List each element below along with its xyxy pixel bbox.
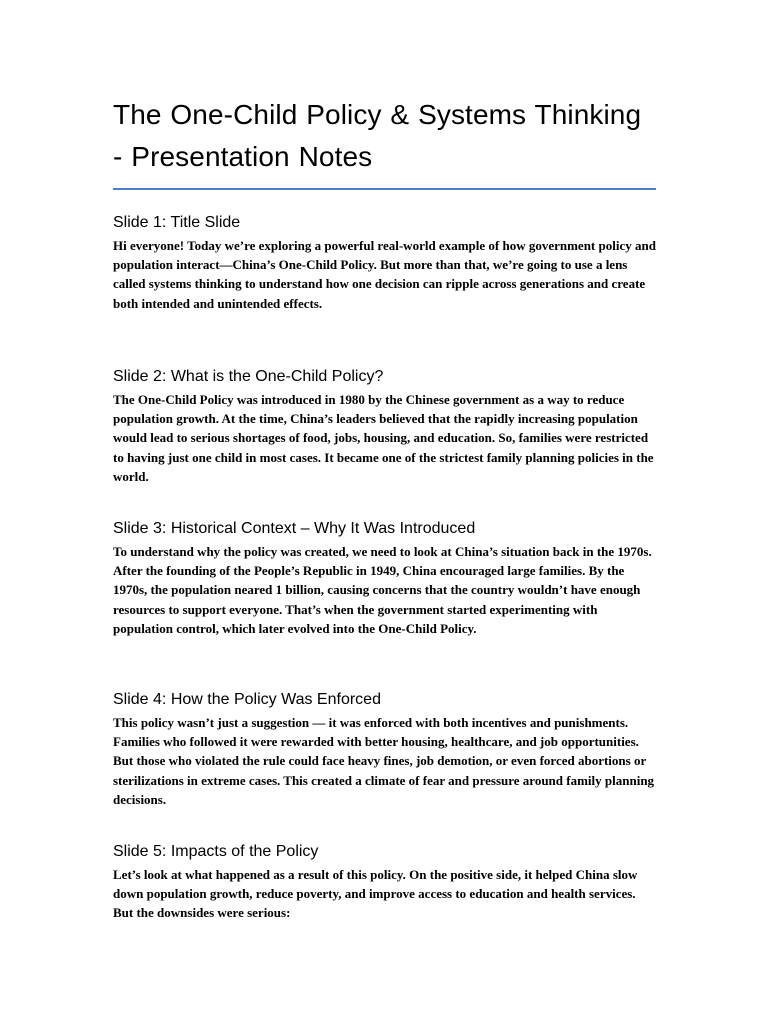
- section-slide-5: [113, 841, 656, 923]
- section-body: The One-Child Policy was introduced in 1980 by the Chinese government as a way to reduce population growth. At the time, China’s leaders believed that the rapidly increasing population would lead to serious shortages of food, jobs, housing, and education. So, families were restricted to having just one child in most cases. It became one of the strictest family planning policies in the world.: [113, 392, 654, 484]
- section-body: This policy wasn’t just a suggestion — it was enforced with both incentives and punishments. Families who followed it were rewarded with better housing, healthcare, and job opportunities. But those who violated the rule could face heavy fines, job demotion, or even forced abortions or sterilizations in extreme cases. This created a climate of fear and pressure around family planning decisions.: [113, 715, 655, 807]
- section-slide-2: [113, 366, 656, 486]
- section-body: Let’s look at what happened as a result of this policy. On the positive side, it helped China slow down population growth, reduce poverty, and improve access to education and health services. But the downsides were serious:: [113, 867, 638, 921]
- section-heading: Slide 4: How the Policy Was Enforced: [113, 691, 381, 708]
- section-heading: Slide 3: Historical Context – Why It Was Introduced: [113, 520, 476, 537]
- section-slide-3: [113, 518, 656, 638]
- section-heading: Slide 2: What is the One-Child Policy?: [113, 368, 384, 385]
- document-title: The One-Child Policy & Systems Thinking - Presentation Notes: [113, 99, 642, 172]
- document-content: [113, 94, 656, 921]
- title-divider: [113, 188, 656, 190]
- section-body: Hi everyone! Today we’re exploring a powerful real-world example of how government policy and population interact—China’s One-Child Policy. But more than that, we’re going to use a lens called systems thinking to understand how one decision can ripple across generations and create both intended and unintended effects.: [113, 238, 656, 311]
- section-heading: Slide 5: Impacts of the Policy: [113, 843, 319, 860]
- section-slide-1: [113, 212, 656, 313]
- section-slide-4: [113, 689, 656, 809]
- section-body: To understand why the policy was created, we need to look at China’s situation back in the 1970s. After the founding of the People’s Republic in 1949, China encouraged large families. By the 1970s, the population neared 1 billion, causing concerns that the country wouldn’t have enough resources to support everyone. That’s when the government started experimenting with population control, which later evolved into the One-Child Policy.: [113, 544, 652, 636]
- section-heading: Slide 1: Title Slide: [113, 214, 241, 231]
